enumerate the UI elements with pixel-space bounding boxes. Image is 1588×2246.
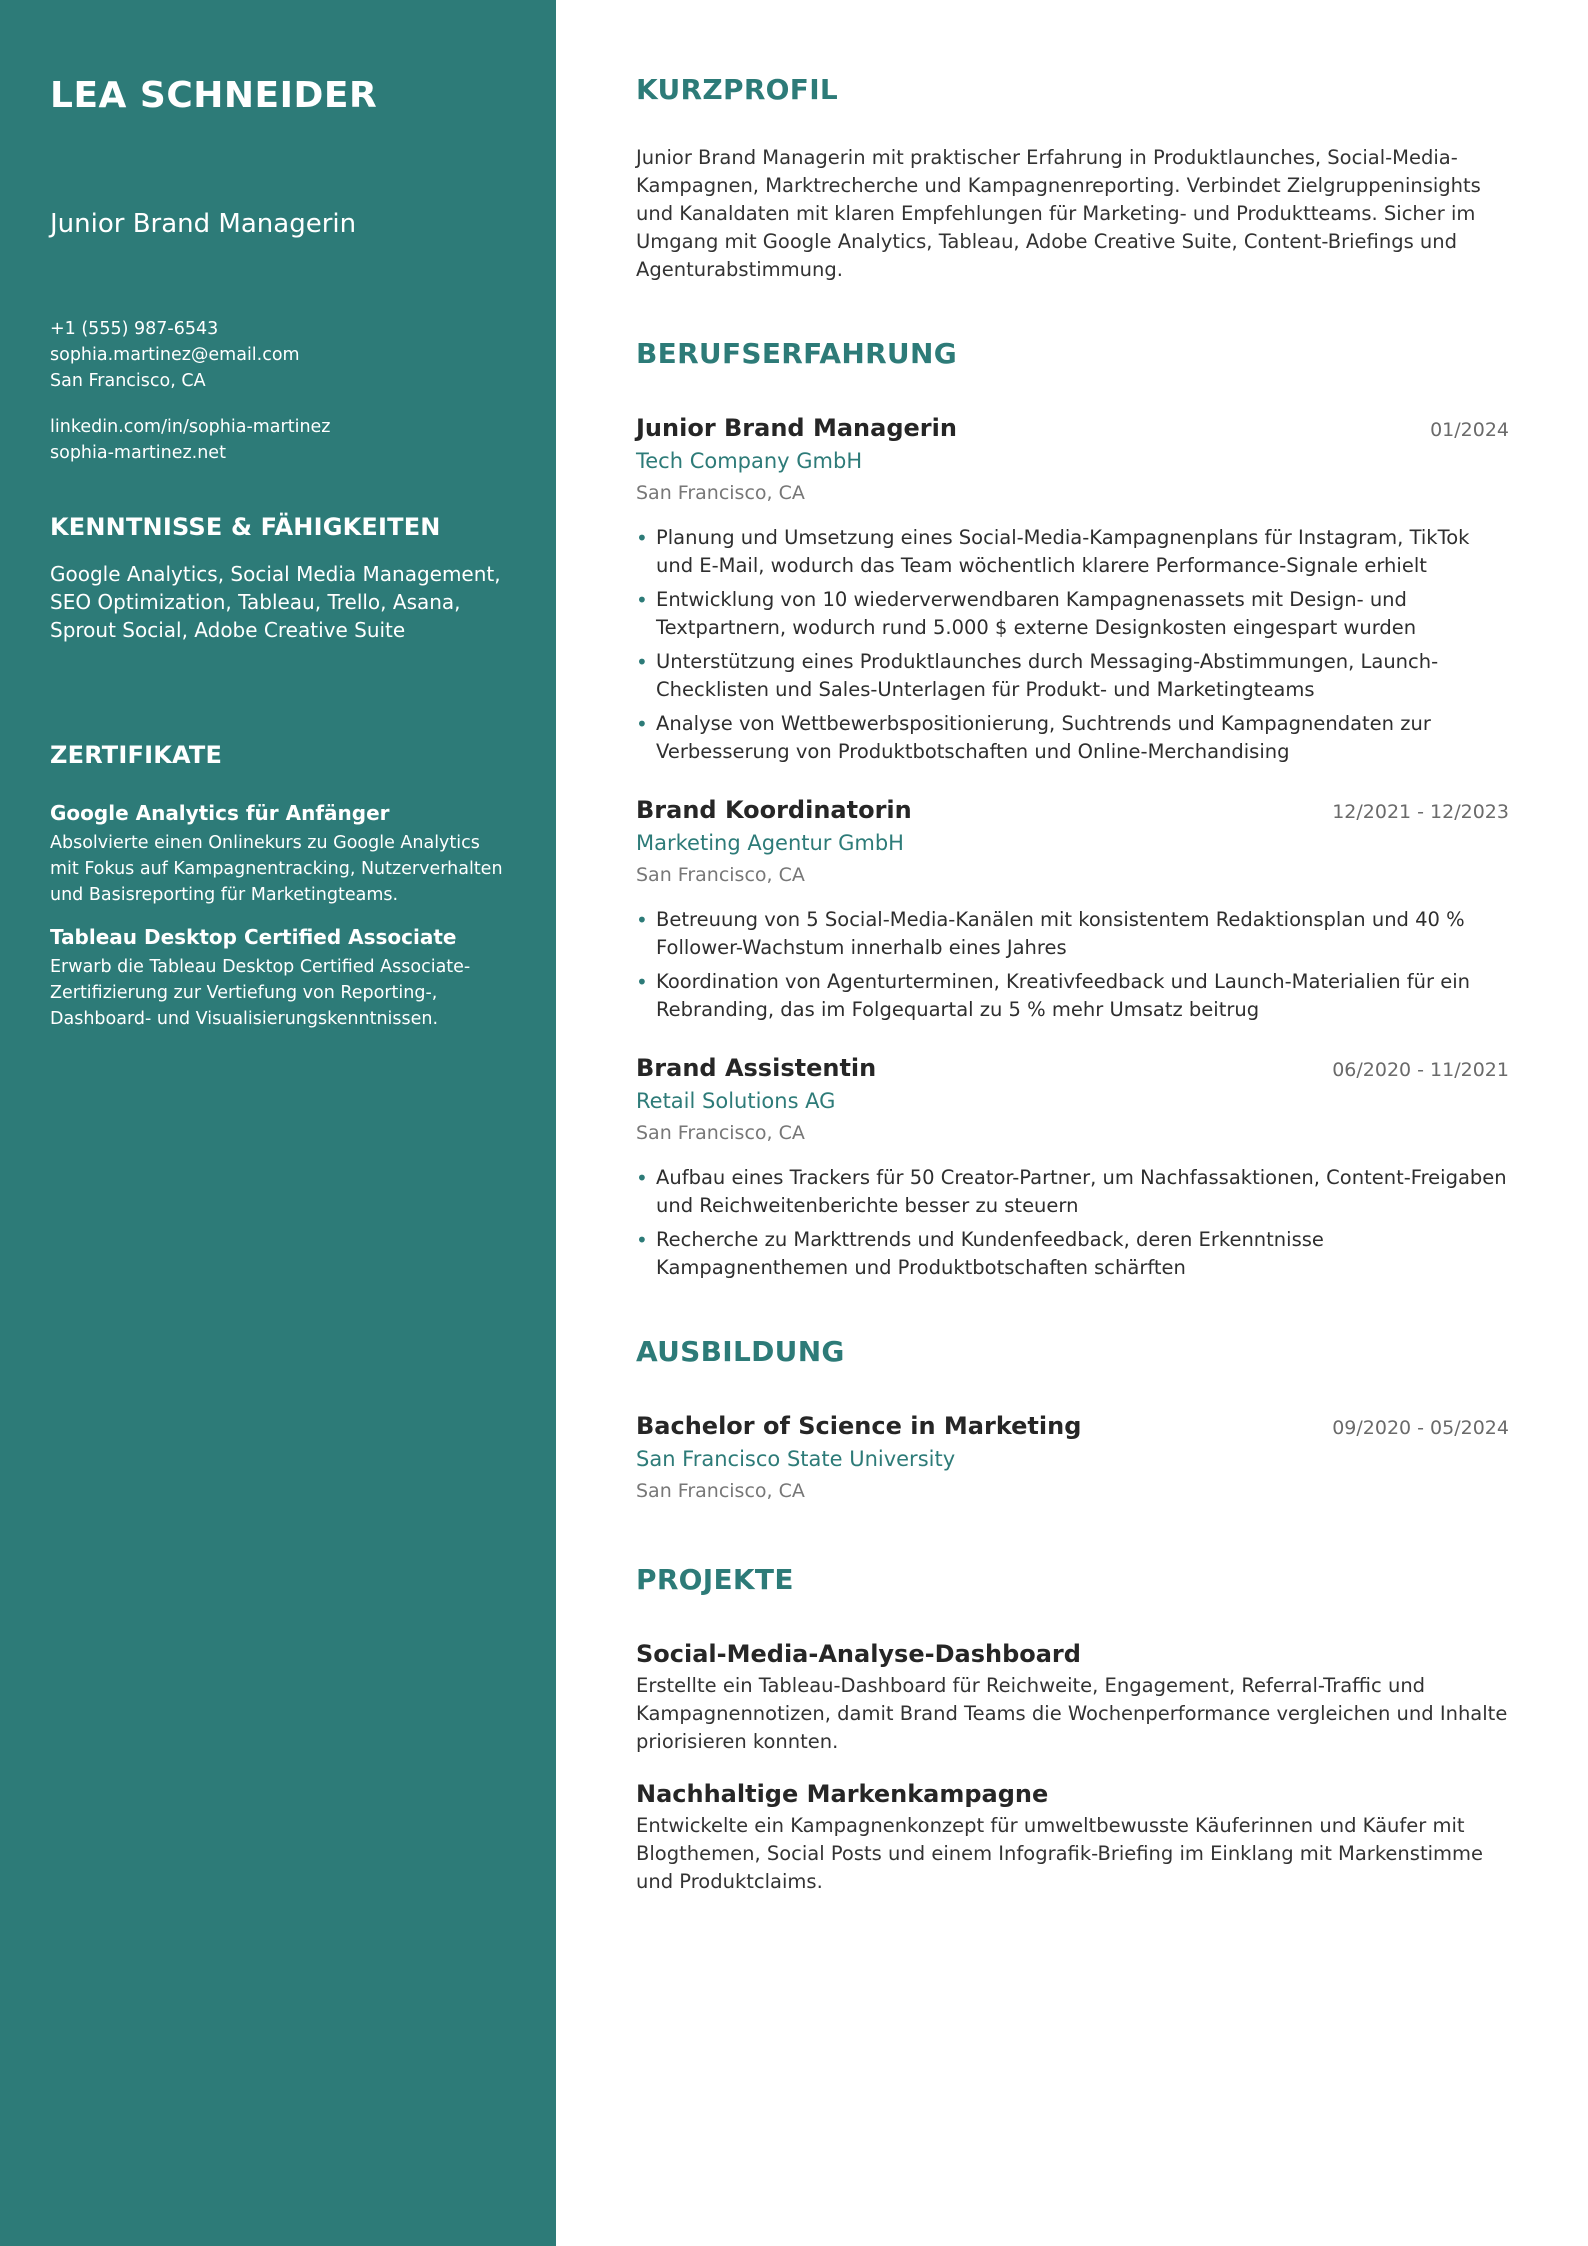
contact-email[interactable]: sophia.martinez@email.com bbox=[50, 345, 300, 365]
job-title: Brand Assistentin bbox=[636, 1054, 877, 1082]
certificate-item bbox=[50, 924, 506, 1032]
job-entry bbox=[636, 1052, 1509, 1282]
job-location: San Francisco, CA bbox=[636, 864, 805, 886]
contact-location: San Francisco, CA bbox=[50, 371, 206, 391]
project-entry bbox=[636, 1638, 1509, 1756]
job-bullet: • Betreuung von 5 Social-Media-Kanälen mit konsistentem Redaktionsplan und 40 % Follower-Wachstum innerhalb eines Jahres bbox=[636, 906, 1509, 962]
school-location: San Francisco, CA bbox=[636, 1480, 805, 1502]
education-date: 09/2020 - 05/2024 bbox=[1332, 1417, 1509, 1439]
job-bullet: • Analyse von Wettbewerbspositionierung, Suchtrends und Kampagnendaten zur Verbesserung von Produktbotschaften und Online-Merchandising bbox=[636, 710, 1509, 766]
candidate-name: LEA SCHNEIDER bbox=[50, 75, 378, 116]
certificate-title: Google Analytics für Anfänger bbox=[50, 801, 390, 825]
projects-section bbox=[636, 1560, 1509, 1896]
experience-heading: BERUFSERFAHRUNG bbox=[636, 337, 957, 370]
job-bullets bbox=[636, 906, 1509, 1024]
school-name: San Francisco State University bbox=[636, 1447, 956, 1471]
candidate-role: Junior Brand Managerin bbox=[50, 209, 357, 239]
job-company: Retail Solutions AG bbox=[636, 1089, 836, 1113]
certificate-description: Absolvierte einen Onlinekurs zu Google Analytics mit Fokus auf Kampagnentracking, Nutzerverhalten und Basisreporting für Marketingteams. bbox=[50, 833, 503, 905]
job-bullet: • Koordination von Agenturterminen, Kreativfeedback und Launch-Materialien für ein Rebranding, das im Folgequartal zu 5 % mehr Umsatz beitrug bbox=[636, 968, 1509, 1024]
project-description: Erstellte ein Tableau-Dashboard für Reichweite, Engagement, Referral-Traffic und Kampagnennotizen, damit Brand Teams die Wochenperformance vergleichen und Inhalte priorisieren konnten. bbox=[636, 1674, 1508, 1753]
contact-block bbox=[50, 316, 506, 466]
contact-website[interactable]: sophia-martinez.net bbox=[50, 443, 226, 463]
main-content bbox=[636, 70, 1509, 1896]
job-location: San Francisco, CA bbox=[636, 482, 805, 504]
job-company: Tech Company GmbH bbox=[636, 449, 863, 473]
job-company: Marketing Agentur GmbH bbox=[636, 831, 904, 855]
job-entry bbox=[636, 794, 1509, 1024]
project-title: Nachhaltige Markenkampagne bbox=[636, 1780, 1049, 1808]
project-entry bbox=[636, 1778, 1509, 1896]
education-entry bbox=[636, 1410, 1509, 1506]
degree-title: Bachelor of Science in Marketing bbox=[636, 1412, 1082, 1440]
job-date: 06/2020 - 11/2021 bbox=[1332, 1059, 1509, 1081]
summary-heading: KURZPROFIL bbox=[636, 73, 839, 106]
job-bullets bbox=[636, 1164, 1509, 1282]
certificate-description: Erwarb die Tableau Desktop Certified Associate-Zertifizierung zur Vertiefung von Reporting-, Dashboard- und Visualisierungskenntnissen. bbox=[50, 957, 471, 1029]
sidebar bbox=[0, 0, 556, 2246]
certificate-title: Tableau Desktop Certified Associate bbox=[50, 925, 457, 949]
project-description: Entwickelte ein Kampagnenkonzept für umweltbewusste Käuferinnen und Käufer mit Blogthemen, Social Posts und einem Infografik-Briefing im Einklang mit Markenstimme und Produktclaims. bbox=[636, 1814, 1483, 1893]
education-section bbox=[636, 1332, 1509, 1506]
job-bullet: • Recherche zu Markttrends und Kundenfeedback, deren Erkenntnisse Kampagnenthemen und Produktbotschaften schärften bbox=[636, 1226, 1509, 1282]
project-title: Social-Media-Analyse-Dashboard bbox=[636, 1640, 1081, 1668]
job-date: 01/2024 bbox=[1430, 419, 1509, 441]
job-title: Junior Brand Managerin bbox=[636, 414, 957, 442]
job-bullet: • Entwicklung von 10 wiederverwendbaren Kampagnenassets mit Design- und Textpartnern, wodurch rund 5.000 $ externe Designkosten eingespart wurden bbox=[636, 586, 1509, 642]
job-bullet: • Unterstützung eines Produktlaunches durch Messaging-Abstimmungen, Launch-Checklisten und Sales-Unterlagen für Produkt- und Marketingteams bbox=[636, 648, 1509, 704]
contact-phone[interactable]: +1 (555) 987-6543 bbox=[50, 319, 219, 339]
experience-section bbox=[636, 334, 1509, 1282]
certificates-heading: ZERTIFIKATE bbox=[50, 741, 223, 769]
job-title: Brand Koordinatorin bbox=[636, 796, 912, 824]
skills-list: Google Analytics, Social Media Management, SEO Optimization, Tableau, Trello, Asana, Sprout Social, Adobe Creative Suite bbox=[50, 562, 501, 642]
summary-section bbox=[636, 70, 1509, 284]
certificate-item bbox=[50, 800, 506, 908]
summary-text: Junior Brand Managerin mit praktischer Erfahrung in Produktlaunches, Social-Media-Kampagnen, Marktrecherche und Kampagnenreporting. Verbindet Zielgruppeninsights und Kanaldaten mit klaren Empfehlungen für Marketing- und Produktteams. Sicher im Umgang mit Google Analytics, Tableau, Adobe Creative Suite, Content-Briefings und Agenturabstimmung. bbox=[636, 146, 1481, 281]
skills-heading: KENNTNISSE & FÄHIGKEITEN bbox=[50, 513, 441, 541]
job-date: 12/2021 - 12/2023 bbox=[1332, 801, 1509, 823]
job-entry bbox=[636, 412, 1509, 766]
contact-linkedin[interactable]: linkedin.com/in/sophia-martinez bbox=[50, 417, 331, 437]
job-bullets bbox=[636, 524, 1509, 766]
education-heading: AUSBILDUNG bbox=[636, 1335, 845, 1368]
projects-heading: PROJEKTE bbox=[636, 1563, 794, 1596]
job-location: San Francisco, CA bbox=[636, 1122, 805, 1144]
job-bullet: • Planung und Umsetzung eines Social-Media-Kampagnenplans für Instagram, TikTok und E-Mail, wodurch das Team wöchentlich klarere Performance-Signale erhielt bbox=[636, 524, 1509, 580]
job-bullet: • Aufbau eines Trackers für 50 Creator-Partner, um Nachfassaktionen, Content-Freigaben und Reichweitenberichte besser zu steuern bbox=[636, 1164, 1509, 1220]
